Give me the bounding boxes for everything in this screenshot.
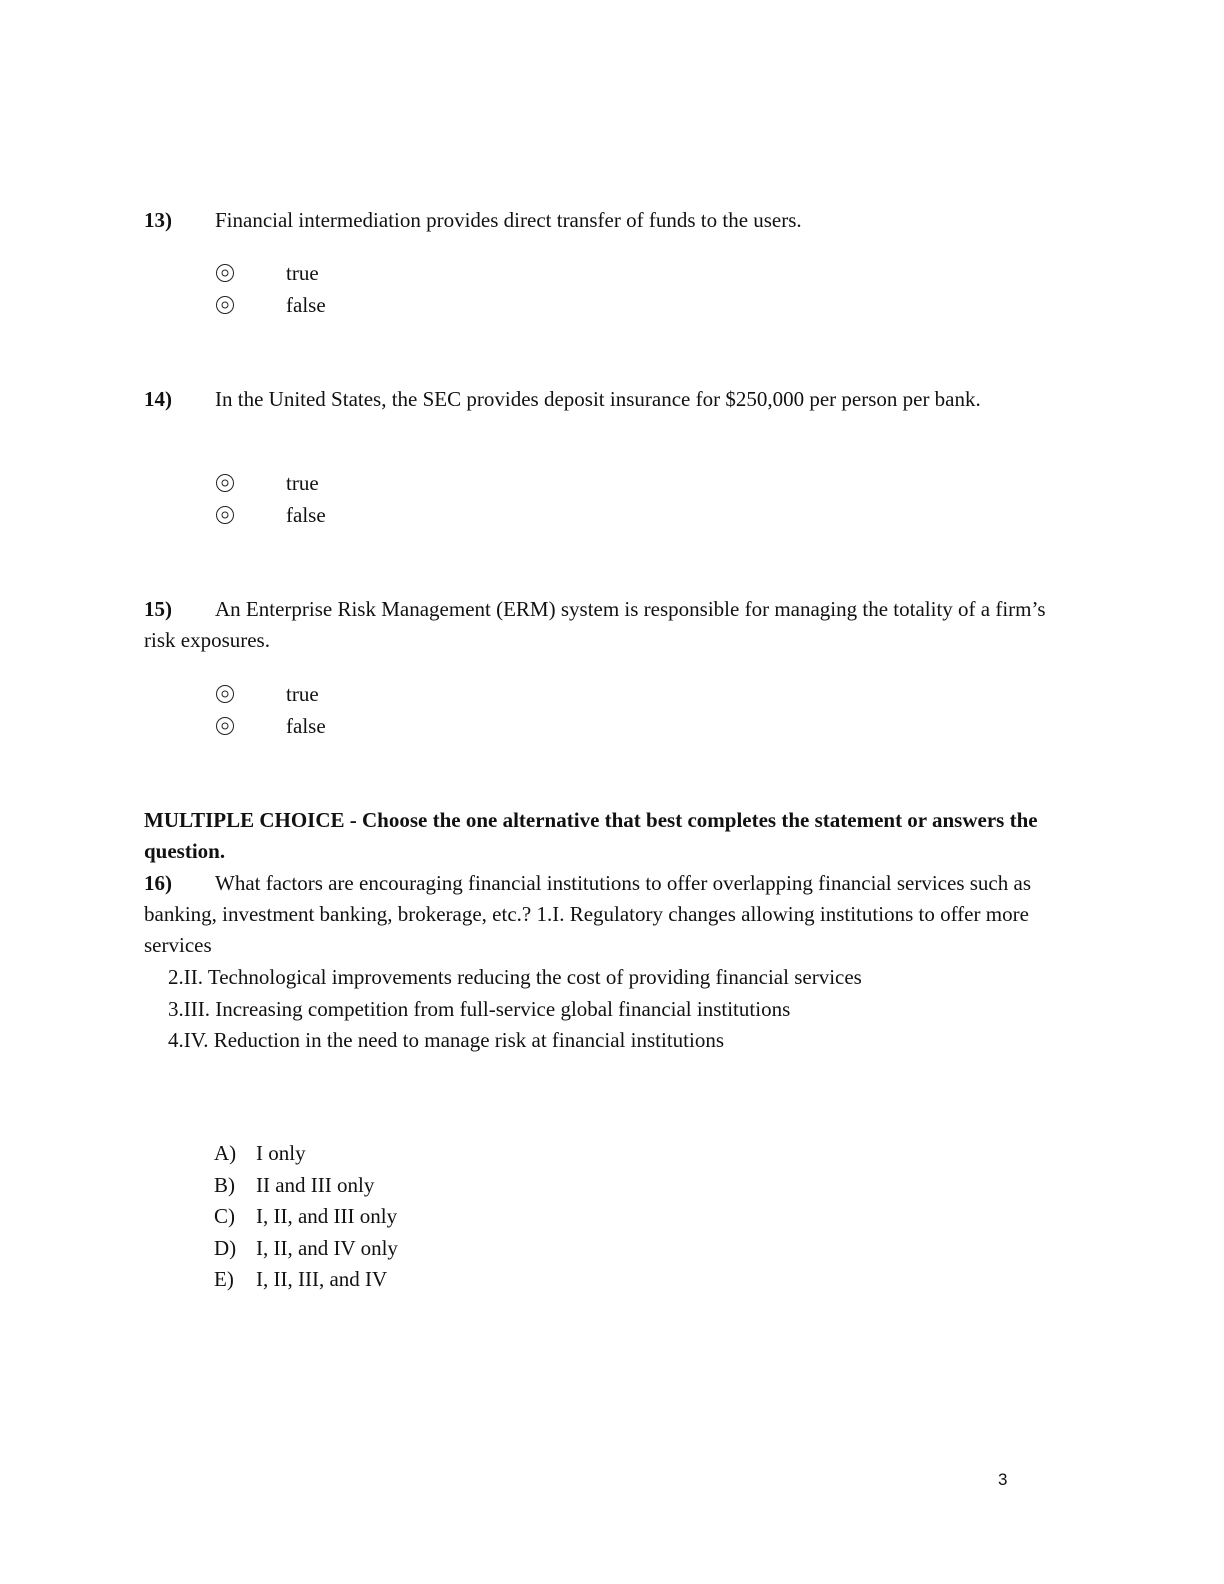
option-false[interactable]: [216, 710, 326, 742]
question-text: In the United States, the SEC provides deposit insurance for $250,000 per person per bank.: [215, 387, 981, 411]
question-15-options: [216, 678, 326, 742]
choice-text: I, II, and IV only: [256, 1235, 398, 1260]
choice-letter: A): [214, 1141, 237, 1165]
choice-text: I only: [256, 1141, 306, 1165]
radio-button-icon[interactable]: [216, 296, 234, 314]
list-item: 4.IV. Reduction in the need to manage risk at financial institutions: [168, 1028, 724, 1052]
page-number: 3: [998, 1470, 1008, 1489]
option-false[interactable]: [216, 499, 326, 531]
choice-c[interactable]: [214, 1201, 398, 1233]
question-number: 14): [144, 387, 172, 411]
option-true[interactable]: [216, 678, 326, 710]
choice-text: I, II, III, and IV: [256, 1267, 388, 1291]
list-item: 2.II. Technological improvements reducing the cost of providing financial services: [168, 965, 862, 989]
option-label: false: [286, 503, 326, 527]
choice-b[interactable]: [214, 1170, 398, 1202]
section-heading: MULTIPLE CHOICE - Choose the one alternative that best completes the statement or answers the question.: [144, 808, 1038, 863]
choice-a[interactable]: [214, 1138, 398, 1170]
radio-button-icon[interactable]: [216, 474, 234, 492]
choice-letter: C): [214, 1204, 235, 1228]
question-15: [144, 594, 1074, 656]
option-true[interactable]: [216, 467, 326, 499]
question-number: 15): [144, 597, 172, 621]
radio-button-icon[interactable]: [216, 264, 234, 282]
question-13: [144, 205, 1074, 236]
option-label: true: [286, 471, 319, 495]
question-14: [144, 384, 1074, 415]
list-item: 3.III. Increasing competition from full-service global financial institutions: [168, 996, 791, 1021]
option-label: true: [286, 261, 319, 285]
radio-button-icon[interactable]: [216, 685, 234, 703]
question-text: What factors are encouraging financial institutions to offer overlapping financial services such as banking, investment banking, brokerage, etc.? 1.I. Regulatory changes allowing institutions to offer more services: [144, 871, 1031, 957]
radio-button-icon[interactable]: [216, 717, 234, 735]
choice-letter: B): [214, 1172, 235, 1197]
question-text: Financial intermediation provides direct transfer of funds to the users.: [215, 208, 802, 232]
choice-e[interactable]: [214, 1264, 398, 1296]
option-true[interactable]: [216, 257, 326, 289]
question-16-items: [168, 962, 862, 1057]
question-number: 13): [144, 208, 172, 232]
choice-letter: E): [214, 1267, 234, 1291]
choice-text: II and III only: [256, 1172, 375, 1197]
question-16: [144, 868, 1074, 961]
question-text: An Enterprise Risk Management (ERM) system is responsible for managing the totality of a firm’s risk exposures.: [144, 597, 1046, 652]
choice-letter: D): [214, 1235, 237, 1260]
radio-button-icon[interactable]: [216, 506, 234, 524]
option-label: false: [286, 293, 326, 317]
question-14-options: [216, 467, 326, 531]
question-13-options: [216, 257, 326, 321]
option-label: true: [286, 682, 319, 706]
choice-text: I, II, and III only: [256, 1204, 398, 1228]
option-false[interactable]: [216, 289, 326, 321]
option-label: false: [286, 714, 326, 738]
question-16-choices: [214, 1138, 398, 1296]
question-number: 16): [144, 871, 172, 895]
choice-d[interactable]: [214, 1233, 398, 1265]
